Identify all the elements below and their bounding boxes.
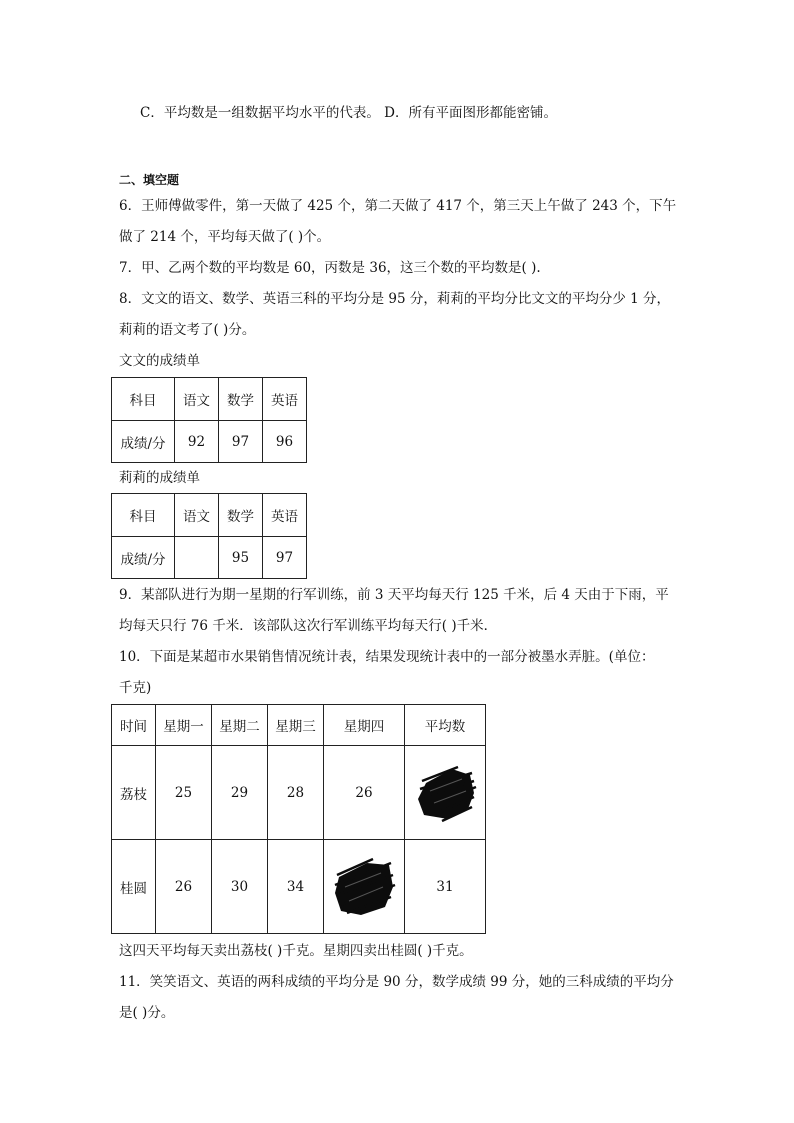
row-label: 成绩/分 — [112, 537, 175, 579]
value-cell: 28 — [268, 746, 324, 840]
header-cell: 英语 — [263, 378, 307, 421]
score-cell: 96 — [263, 421, 307, 463]
question-10-line1: 10．下面是某超市水果销售情况统计表，结果发现统计表中的一部分被墨水弄脏。(单位： — [119, 649, 655, 665]
question-9-line1: 9．某部队进行为期一星期的行军训练，前 3 天平均每天行 125 千米，后 4 天由于下雨，平 — [119, 587, 669, 603]
score-cell: 95 — [219, 537, 263, 579]
ink-blot-cell — [324, 840, 405, 934]
header-cell: 数学 — [219, 378, 263, 421]
question-10-line2: 千克) — [119, 680, 152, 696]
table-wenwen — [111, 377, 307, 463]
header-cell: 数学 — [219, 494, 263, 537]
question-11-line2: 是( )分。 — [119, 1005, 175, 1021]
header-cell: 语文 — [175, 494, 219, 537]
header-cell: 语文 — [175, 378, 219, 421]
value-cell: 29 — [212, 746, 268, 840]
value-cell: 31 — [405, 840, 486, 934]
question-9-line2: 均每天只行 76 千米．该部队这次行军训练平均每天行( )千米． — [119, 618, 498, 634]
score-cell: 92 — [175, 421, 219, 463]
table-lili — [111, 493, 307, 579]
question-8-line1: 8．文文的语文、数学、英语三科的平均分是 95 分，莉莉的平均分比文文的平均分少 1 分， — [119, 291, 671, 307]
header-cell: 星期四 — [324, 705, 405, 746]
header-cell: 星期一 — [156, 705, 212, 746]
question-10-answer-line: 这四天平均每天卖出荔枝( )千克。星期四卖出桂圆( )千克。 — [119, 943, 473, 959]
choice-c-d: C．平均数是一组数据平均水平的代表。 D．所有平面图形都能密铺。 — [140, 105, 557, 121]
row-label: 桂圆 — [112, 840, 156, 934]
question-6-line1: 6．王师傅做零件，第一天做了 425 个，第二天做了 417 个，第三天上午做了 243 个，下午 — [119, 198, 677, 214]
header-cell: 科目 — [112, 494, 175, 537]
value-cell: 34 — [268, 840, 324, 934]
score-cell-blank — [175, 537, 219, 579]
score-cell: 97 — [263, 537, 307, 579]
question-7: 7．甲、乙两个数的平均数是 60，丙数是 36，这三个数的平均数是( ). — [119, 260, 541, 276]
question-6-line2: 做了 214 个，平均每天做了( )个。 — [119, 229, 331, 245]
value-cell: 26 — [156, 840, 212, 934]
table-wenwen-caption: 文文的成绩单 — [119, 353, 200, 369]
ink-blot-icon — [331, 855, 397, 919]
ink-blot-icon — [412, 763, 478, 823]
value-cell: 26 — [324, 746, 405, 840]
header-cell: 星期二 — [212, 705, 268, 746]
question-11-line1: 11．笑笑语文、英语的两科成绩的平均分是 90 分，数学成绩 99 分，她的三科成绩的平均分 — [119, 974, 674, 990]
header-cell: 时间 — [112, 705, 156, 746]
value-cell: 30 — [212, 840, 268, 934]
question-8-line2: 莉莉的语文考了( )分。 — [119, 322, 256, 338]
table-lili-caption: 莉莉的成绩单 — [119, 470, 200, 486]
header-cell: 星期三 — [268, 705, 324, 746]
value-cell: 25 — [156, 746, 212, 840]
score-cell: 97 — [219, 421, 263, 463]
section-title: 二、填空题 — [119, 173, 180, 187]
header-cell: 英语 — [263, 494, 307, 537]
row-label: 荔枝 — [112, 746, 156, 840]
header-cell: 科目 — [112, 378, 175, 421]
table-fruit-sales — [111, 704, 486, 934]
row-label: 成绩/分 — [112, 421, 175, 463]
header-cell: 平均数 — [405, 705, 486, 746]
ink-blot-cell — [405, 746, 486, 840]
